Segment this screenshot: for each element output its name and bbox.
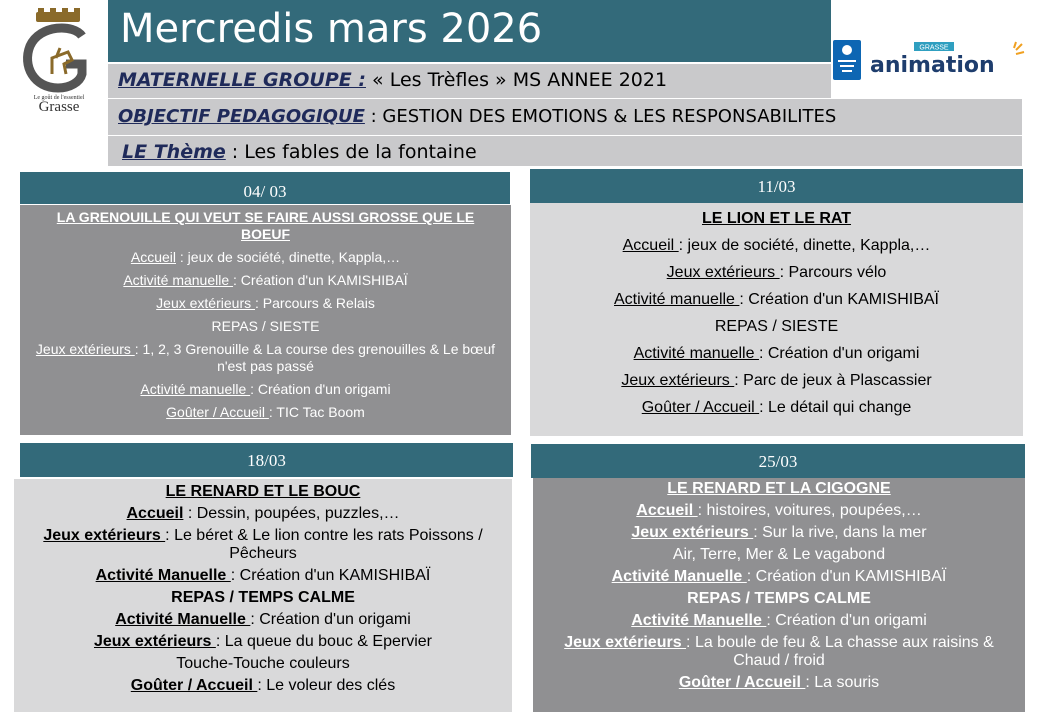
- day-panel: [14, 479, 512, 712]
- activity-line: [540, 317, 1013, 336]
- activity-text: : Parcours vélo: [779, 264, 887, 281]
- activity-line: [24, 677, 502, 695]
- groupe-label: MATERNELLE GROUPE :: [118, 69, 366, 91]
- activity-text: : Sur la rive, dans la mer: [753, 524, 927, 541]
- activity-line: [543, 590, 1015, 608]
- grasse-logo: [16, 8, 102, 112]
- activity-line: [34, 318, 497, 335]
- day-date-header: 25/03: [531, 444, 1025, 478]
- activity-label: Accueil: [126, 505, 184, 522]
- activity-text: : Création d'un origami: [758, 345, 920, 362]
- activity-label: Accueil: [130, 249, 176, 265]
- activity-label: Activité manuelle: [614, 291, 740, 308]
- activity-label: Activité manuelle: [140, 381, 251, 397]
- day-title: LE RENARD ET LA CIGOGNE: [667, 480, 891, 497]
- activity-text: : Création d'un KAMISHIBAÏ: [233, 272, 408, 288]
- activity-label: Accueil: [636, 502, 698, 519]
- grasse-tagline: Le goût de l'essentiel: [33, 95, 85, 101]
- activity-label: Goûter / Accueil: [641, 399, 760, 416]
- activity-label: Jeux extérieurs: [631, 524, 754, 541]
- grasse-animation-logo: [866, 40, 1026, 80]
- activity-line: [543, 674, 1015, 692]
- activity-label: Goûter / Accueil: [130, 677, 258, 694]
- activity-text: : 1, 2, 3 Grenouille & La course des grenouilles & Le bœuf n'est pas passé: [134, 341, 496, 374]
- activity-label: Jeux extérieurs: [564, 634, 687, 651]
- activity-text: : TIC Tac Boom: [268, 404, 365, 420]
- activity-label: Activité Manuelle: [631, 612, 767, 629]
- activity-text: : Création d'un KAMISHIBAÏ: [739, 291, 939, 308]
- grasse-name: Grasse: [38, 99, 80, 112]
- activity-text: : jeux de société, dinette, Kappla,…: [678, 237, 931, 254]
- activity-line: [34, 404, 497, 421]
- caf-logo: [833, 40, 861, 80]
- activity-text: : Le béret & Le lion contre les rats Poissons / Pêcheurs: [165, 527, 483, 562]
- activity-text: : Parc de jeux à Plascassier: [734, 372, 932, 389]
- activity-line: [540, 371, 1013, 390]
- activity-label: Jeux extérieurs: [93, 633, 216, 650]
- activity-label: Goûter / Accueil: [166, 404, 269, 420]
- theme-label: LE Thème: [122, 141, 226, 163]
- activity-text: : Dessin, poupées, puzzles,…: [183, 505, 400, 522]
- objectif-value: : GESTION DES EMOTIONS & LES RESPONSABILITES: [364, 106, 837, 127]
- activity-line: [24, 527, 502, 563]
- activity-text: : Création d'un origami: [250, 381, 391, 397]
- activity-text: : Création d'un origami: [250, 611, 411, 628]
- activity-line: [34, 381, 497, 398]
- activity-label: Activité manuelle: [123, 272, 234, 288]
- activity-line: [24, 655, 502, 673]
- activity-label: Jeux extérieurs: [35, 341, 135, 357]
- activity-label: Activité Manuelle: [611, 568, 747, 585]
- activity-line: [543, 502, 1015, 520]
- activity-label: Jeux extérieurs: [43, 527, 166, 544]
- activity-label: Jeux extérieurs: [666, 264, 780, 281]
- activity-label: Activité Manuelle: [95, 567, 231, 584]
- activity-text: Air, Terre, Mer & Le vagabond: [672, 546, 886, 563]
- day-title: LE LION ET LE RAT: [701, 210, 852, 227]
- activity-text: : La boule de feu & La chasse aux raisins & Chaud / froid: [686, 634, 994, 669]
- groupe-row: [108, 64, 831, 98]
- activity-text: : La souris: [805, 674, 880, 691]
- activity-line: [540, 398, 1013, 417]
- meal-text: REPAS / TEMPS CALME: [687, 590, 871, 607]
- activity-label: Jeux extérieurs: [156, 295, 255, 311]
- groupe-value: « Les Trèfles » MS ANNEE 2021: [365, 69, 668, 91]
- activity-line: [543, 634, 1015, 670]
- objectif-label: OBJECTIF PEDAGOGIQUE: [118, 106, 365, 127]
- activity-label: Jeux extérieurs: [621, 372, 735, 389]
- activity-label: Activité Manuelle: [115, 611, 251, 628]
- activity-line: [543, 546, 1015, 564]
- activity-text: : Le détail qui change: [759, 399, 912, 416]
- day-date-header: 18/03: [20, 443, 513, 477]
- meal-text: REPAS / TEMPS CALME: [171, 589, 355, 606]
- activity-text: : Création d'un origami: [766, 612, 927, 629]
- activity-text: : Création d'un KAMISHIBAÏ: [230, 567, 431, 584]
- activity-text: : La queue du bouc & Epervier: [215, 633, 432, 650]
- activity-line: [24, 611, 502, 629]
- activity-line: [540, 290, 1013, 309]
- day-title: LE RENARD ET LE BOUC: [165, 483, 361, 500]
- activity-line: [34, 272, 497, 289]
- day-date-header: 11/03: [530, 169, 1023, 203]
- activity-text: : Le voleur des clés: [257, 677, 396, 694]
- title-banner: [108, 0, 831, 62]
- day-panel: [530, 203, 1023, 436]
- activity-line: [543, 568, 1015, 586]
- activity-line: [24, 567, 502, 585]
- page-title: Mercredis mars 2026: [120, 6, 543, 52]
- activity-line: [540, 344, 1013, 363]
- activity-line: [540, 236, 1013, 255]
- day-panel: [533, 478, 1025, 712]
- activity-line: [34, 249, 497, 266]
- activity-line: [34, 295, 497, 312]
- activity-text: : jeux de société, dinette, Kappla,…: [176, 249, 401, 265]
- activity-line: [540, 263, 1013, 282]
- activity-text: : Parcours & Relais: [255, 295, 375, 311]
- activity-line: [543, 612, 1015, 630]
- animation-logo-text: animation: [870, 53, 995, 78]
- meal-text: REPAS / SIESTE: [211, 318, 320, 334]
- day-panel: [20, 205, 511, 435]
- activity-text: : histoires, voitures, poupées,…: [697, 502, 922, 519]
- activity-line: [24, 633, 502, 651]
- objectif-row: [108, 99, 1022, 135]
- activity-line: [34, 341, 497, 375]
- activity-line: [543, 524, 1015, 542]
- activity-text: Touche-Touche couleurs: [176, 655, 350, 672]
- theme-row: [108, 136, 1022, 166]
- meal-text: REPAS / SIESTE: [714, 318, 839, 335]
- day-date-header: 04/ 03: [20, 172, 510, 204]
- activity-label: Goûter / Accueil: [678, 674, 806, 691]
- activity-label: Accueil: [622, 237, 679, 254]
- activity-label: Activité manuelle: [633, 345, 759, 362]
- activity-line: [24, 589, 502, 607]
- theme-value: : Les fables de la fontaine: [225, 141, 477, 163]
- activity-text: : Création d'un KAMISHIBAÏ: [746, 568, 947, 585]
- animation-logo-small: GRASSE: [919, 44, 949, 52]
- activity-line: [24, 505, 502, 523]
- day-title: LA GRENOUILLE QUI VEUT SE FAIRE AUSSI GROSSE QUE LE BOEUF: [56, 209, 475, 242]
